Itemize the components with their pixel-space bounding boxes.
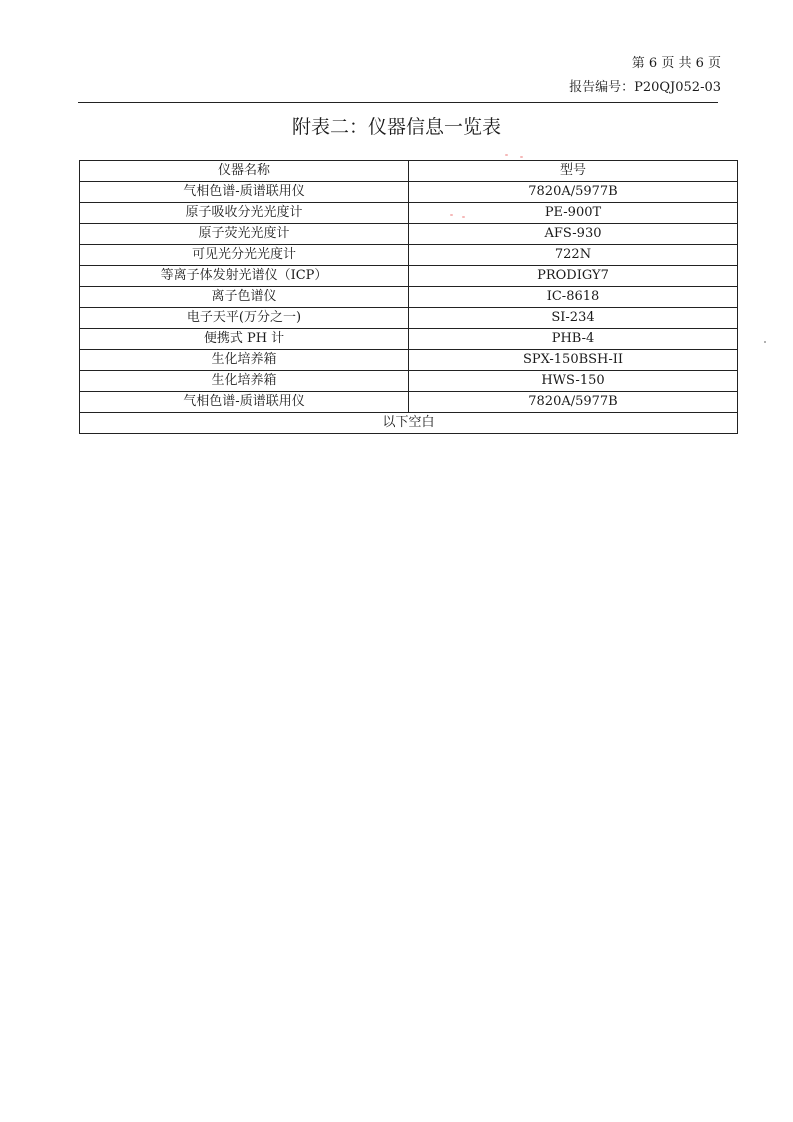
instrument-name-cell: 等离子体发射光谱仪（ICP）	[80, 266, 409, 287]
table-row	[80, 287, 738, 308]
table-row	[80, 308, 738, 329]
page-number: 第 6 页 共 6 页	[631, 56, 721, 71]
instrument-name-cell: 气相色谱-质谱联用仪	[80, 392, 409, 413]
table-footer-row	[80, 413, 738, 434]
instrument-name-cell: 气相色谱-质谱联用仪	[80, 182, 409, 203]
model-cell: 7820A/5977B	[409, 182, 738, 203]
model-cell: 722N	[409, 245, 738, 266]
table-row	[80, 203, 738, 224]
header-divider	[78, 102, 718, 103]
table-row	[80, 224, 738, 245]
model-cell: PHB-4	[409, 329, 738, 350]
column-header-instrument-name: 仪器名称	[80, 161, 409, 182]
stamp-trace	[450, 214, 453, 216]
table-row	[80, 371, 738, 392]
instrument-name-cell: 原子荧光光度计	[80, 224, 409, 245]
page-title: 附表二：仪器信息一览表	[291, 116, 501, 138]
scan-speck	[764, 341, 766, 343]
model-cell: AFS-930	[409, 224, 738, 245]
instrument-name-cell: 便携式 PH 计	[80, 329, 409, 350]
instrument-name-cell: 电子天平(万分之一)	[80, 308, 409, 329]
table-header-row	[80, 161, 738, 182]
model-cell: PRODIGY7	[409, 266, 738, 287]
instrument-table	[79, 160, 738, 434]
model-cell: SPX-150BSH-II	[409, 350, 738, 371]
table-row	[80, 245, 738, 266]
instrument-name-cell: 可见光分光光度计	[80, 245, 409, 266]
table-row	[80, 350, 738, 371]
model-cell: IC-8618	[409, 287, 738, 308]
table-row	[80, 329, 738, 350]
instrument-name-cell: 原子吸收分光光度计	[80, 203, 409, 224]
table-row	[80, 266, 738, 287]
table-row	[80, 392, 738, 413]
instrument-name-cell: 生化培养箱	[80, 371, 409, 392]
stamp-trace	[462, 216, 465, 218]
stamp-trace	[520, 156, 523, 158]
column-header-model: 型号	[409, 161, 738, 182]
report-number: 报告编号：P20QJ052-03	[569, 80, 721, 95]
stamp-trace	[505, 154, 508, 156]
model-cell: HWS-150	[409, 371, 738, 392]
page-header-info	[569, 52, 721, 100]
instrument-name-cell: 离子色谱仪	[80, 287, 409, 308]
model-cell: SI-234	[409, 308, 738, 329]
instrument-name-cell: 生化培养箱	[80, 350, 409, 371]
blank-below-note: 以下空白	[80, 413, 738, 434]
model-cell: 7820A/5977B	[409, 392, 738, 413]
table-row	[80, 182, 738, 203]
model-cell: PE-900T	[409, 203, 738, 224]
